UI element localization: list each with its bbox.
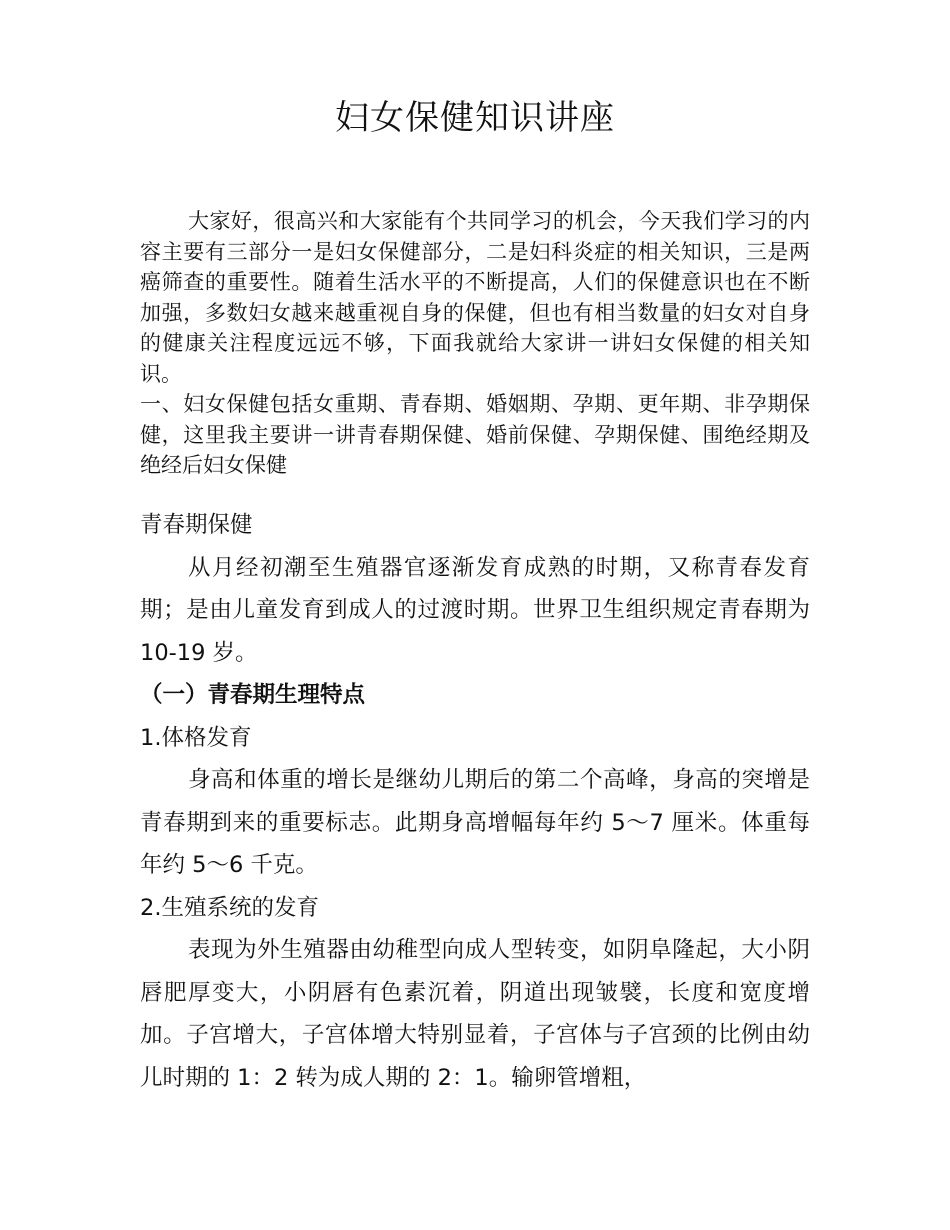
puberty-definition: 从月经初潮至生殖器官逐渐发育成熟的时期，又称青春发育期；是由儿童发育到成人的过渡时期。世界卫生组织规定青春期为 10-19 岁。 — [140, 554, 810, 666]
section-one-text: 包括女重期、青春期、婚姻期、孕期、更年期、非孕期保健，这里我主要讲一讲青春期保健、婚前保健、孕期保健、围绝经期及绝经后妇女保健 — [140, 392, 811, 477]
intro-section — [140, 206, 810, 481]
intro-paragraph: 大家好，很高兴和大家能有个共同学习的机会，今天我们学习的内容主要有三部分一是妇女保健部分，二是妇科炎症的相关知识，三是两癌筛查的重要性。随着生活水平的不断提高，人们的保健意识也在不断加强，多数妇女越来越重视自身的保健，但也有相当数量的妇女对自身的健康关注程度远远不够，下面我就给大家讲一讲妇女保健的相关知识。 — [140, 209, 810, 386]
item-reproductive-development-text: 表现为外生殖器由幼稚型向成人型转变，如阴阜隆起，大小阴唇肥厚变大，小阴唇有色素沉着，阴道出现皱襞，长度和宽度增加。子宫增大，子宫体增大特别显着，子宫体与子宫颈的比例由幼儿时期的 1：2 转为成人期的 2：1。输卵管增粗， — [140, 937, 810, 1091]
item-physical-development-text: 身高和体重的增长是继幼儿期后的第二个高峰，身高的突增是青春期到来的重要标志。此期身高增幅每年约 5～7 厘米。体重每年约 5～6 千克。 — [140, 767, 810, 878]
document-title: 妇女保健知识讲座 — [335, 98, 615, 138]
puberty-section — [140, 504, 810, 1099]
section-one-paragraph — [140, 389, 810, 481]
physiology-heading: （一）青春期生理特点 — [140, 682, 366, 708]
item-physical-development-title: 1.体格发育 — [140, 724, 252, 751]
section-one-heading: 一、妇女保健 — [140, 392, 270, 416]
puberty-title: 青春期保健 — [140, 512, 253, 538]
item-reproductive-development-title: 2.生殖系统的发育 — [140, 894, 319, 921]
